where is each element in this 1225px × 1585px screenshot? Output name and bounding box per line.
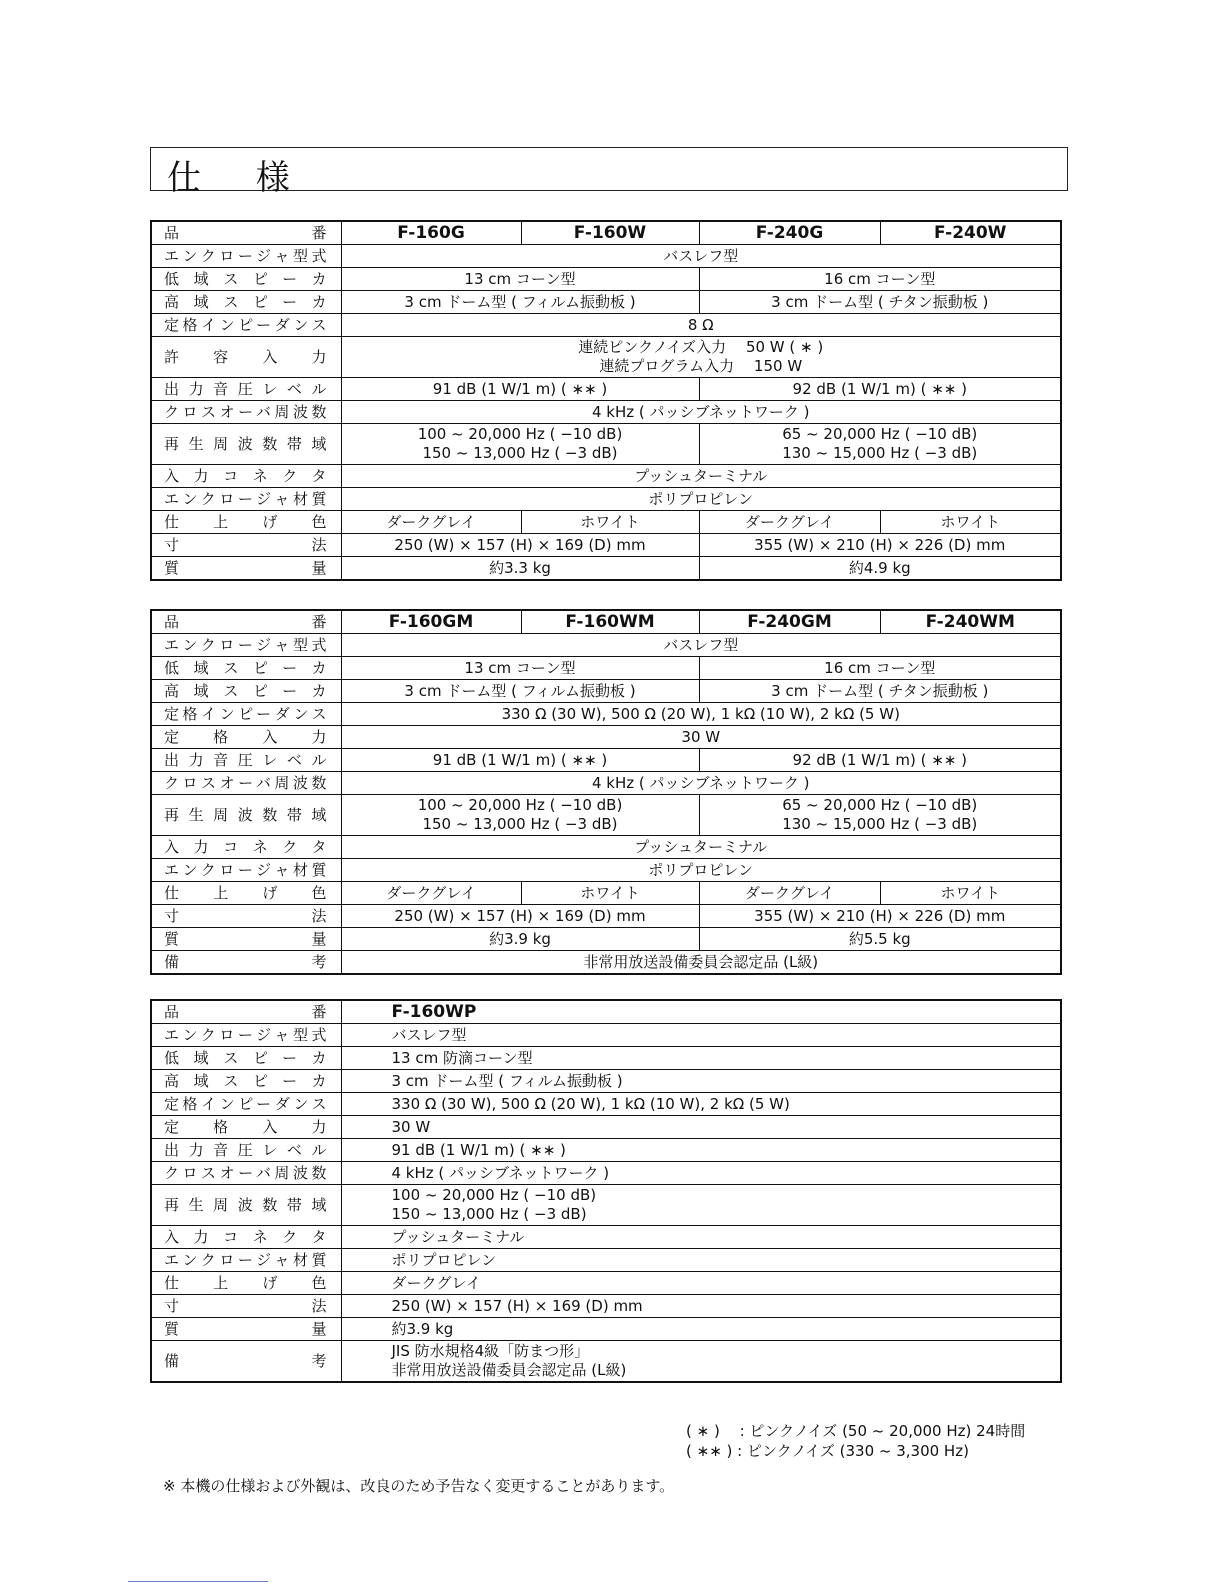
table-row [151, 1272, 1061, 1295]
cell-value: ダークグレイ [699, 882, 880, 905]
cell-line: 65 ~ 20,000 Hz ( −10 dB) [782, 425, 978, 443]
cell-value: 約3.9 kg [341, 1318, 1061, 1341]
cell-value: 250 (W) × 157 (H) × 169 (D) mm [341, 1295, 1061, 1318]
cell-line: 非常用放送設備委員会認定品 (L級) [391, 1361, 627, 1379]
cell-value: ポリプロピレン [341, 1249, 1061, 1272]
cell-value: ホワイト [880, 882, 1061, 905]
cell-value: 91 dB (1 W/1 m) ( ∗∗ ) [341, 1139, 1061, 1162]
row-label: 質量 [151, 928, 341, 951]
row-label: 再生周波数帯域 [151, 1185, 341, 1226]
model-name: F-240W [880, 221, 1061, 245]
row-label: 寸法 [151, 534, 341, 557]
row-label: エンクロージャ材質 [151, 488, 341, 511]
table-row [151, 928, 1061, 951]
cell-value: 4 kHz ( パッシブネットワーク ) [341, 772, 1061, 795]
table-row [151, 314, 1061, 337]
row-label: 高域スピーカ [151, 680, 341, 703]
footnotes [686, 1421, 1025, 1461]
table-row [151, 703, 1061, 726]
cell-value: バスレフ型 [341, 1024, 1061, 1047]
table-row [151, 836, 1061, 859]
cell-value: 92 dB (1 W/1 m) ( ∗∗ ) [699, 378, 1061, 401]
table-row [151, 634, 1061, 657]
table-row [151, 337, 1061, 378]
table-row [151, 905, 1061, 928]
table-row [151, 657, 1061, 680]
table-row [151, 1024, 1061, 1047]
cell-line: 130 ~ 15,000 Hz ( −3 dB) [782, 815, 978, 833]
cell-value: 約4.9 kg [699, 557, 1061, 581]
row-label: 許容入力 [151, 337, 341, 378]
footer-divider [128, 1581, 268, 1582]
row-label: 高域スピーカ [151, 1070, 341, 1093]
row-label: 再生周波数帯域 [151, 424, 341, 465]
model-name: F-160GM [341, 610, 521, 634]
cell-value: ポリプロピレン [341, 488, 1061, 511]
footnote: ( ∗∗ ) : ピンクノイズ (330 ~ 3,300 Hz) [686, 1442, 969, 1460]
disclaimer-text: ※ 本機の仕様および外観は、改良のため予告なく変更することがあります。 [163, 1477, 675, 1495]
footnote: ( ∗ ) : ピンクノイズ (50 ~ 20,000 Hz) 24時間 [686, 1422, 1026, 1440]
cell-value: ダークグレイ [699, 511, 880, 534]
row-label: 高域スピーカ [151, 291, 341, 314]
cell-value: 250 (W) × 157 (H) × 169 (D) mm [341, 905, 699, 928]
row-label: 出力音圧レベル [151, 378, 341, 401]
cell-value: 3 cm ドーム型 ( チタン振動板 ) [699, 291, 1061, 314]
cell-value: ポリプロピレン [341, 859, 1061, 882]
table-row [151, 1047, 1061, 1070]
row-label: 再生周波数帯域 [151, 795, 341, 836]
row-label: 仕上げ色 [151, 511, 341, 534]
table-row [151, 1341, 1061, 1383]
cell-value: 約3.3 kg [341, 557, 699, 581]
cell-value: 91 dB (1 W/1 m) ( ∗∗ ) [341, 378, 699, 401]
cell-line: 100 ~ 20,000 Hz ( −10 dB) [417, 425, 623, 443]
row-label: 入力コネクタ [151, 1226, 341, 1249]
row-label: クロスオーバ周波数 [151, 1162, 341, 1185]
cell-value [341, 424, 699, 465]
row-label: 定格インピーダンス [151, 703, 341, 726]
table-row [151, 859, 1061, 882]
cell-value: プッシュターミナル [341, 1226, 1061, 1249]
model-name: F-160WP [341, 1000, 1061, 1024]
row-label: 仕上げ色 [151, 1272, 341, 1295]
cell-value: ホワイト [521, 882, 699, 905]
cell-line: 130 ~ 15,000 Hz ( −3 dB) [782, 444, 978, 462]
table-row [151, 772, 1061, 795]
table-row [151, 1295, 1061, 1318]
cell-value: 8 Ω [341, 314, 1061, 337]
cell-line: 連続ピンクノイズ入力 50 W ( ∗ ) [578, 338, 824, 356]
cell-value: 13 cm コーン型 [341, 657, 699, 680]
cell-value: 3 cm ドーム型 ( チタン振動板 ) [699, 680, 1061, 703]
cell-value: 3 cm ドーム型 ( フィルム振動板 ) [341, 1070, 1061, 1093]
model-name: F-160WM [521, 610, 699, 634]
table-row [151, 534, 1061, 557]
cell-line: 150 ~ 13,000 Hz ( −3 dB) [391, 1205, 587, 1223]
row-label: エンクロージャ材質 [151, 859, 341, 882]
row-label: 定格入力 [151, 1116, 341, 1139]
row-label: 仕上げ色 [151, 882, 341, 905]
model-name: F-240G [699, 221, 880, 245]
table-row [151, 557, 1061, 581]
cell-value: ダークグレイ [341, 1272, 1061, 1295]
spec-table-waterproof [150, 999, 1062, 1383]
table-row [151, 1070, 1061, 1093]
cell-value: 3 cm ドーム型 ( フィルム振動板 ) [341, 680, 699, 703]
cell-value: 92 dB (1 W/1 m) ( ∗∗ ) [699, 749, 1061, 772]
cell-value: 非常用放送設備委員会認定品 (L級) [341, 951, 1061, 975]
model-name: F-240WM [880, 610, 1061, 634]
cell-line: 150 ~ 13,000 Hz ( −3 dB) [422, 815, 618, 833]
cell-value: 30 W [341, 1116, 1061, 1139]
cell-line: 65 ~ 20,000 Hz ( −10 dB) [782, 796, 978, 814]
cell-value: バスレフ型 [341, 634, 1061, 657]
table-row [151, 1116, 1061, 1139]
cell-value: ダークグレイ [341, 882, 521, 905]
cell-value: ホワイト [521, 511, 699, 534]
row-label: 品番 [151, 1000, 341, 1024]
row-label: 出力音圧レベル [151, 1139, 341, 1162]
row-label: 備考 [151, 1341, 341, 1383]
table-row [151, 268, 1061, 291]
row-label: 定格インピーダンス [151, 1093, 341, 1116]
cell-value: 4 kHz ( パッシブネットワーク ) [341, 401, 1061, 424]
model-name: F-160W [521, 221, 699, 245]
table-row [151, 1162, 1061, 1185]
table-row [151, 1249, 1061, 1272]
table-row [151, 749, 1061, 772]
row-label: 入力コネクタ [151, 836, 341, 859]
row-label: 質量 [151, 557, 341, 581]
row-label: 低域スピーカ [151, 1047, 341, 1070]
table-row [151, 795, 1061, 836]
cell-value: 約3.9 kg [341, 928, 699, 951]
table-row [151, 401, 1061, 424]
cell-value: 330 Ω (30 W), 500 Ω (20 W), 1 kΩ (10 W), 2 kΩ (5 W) [341, 703, 1061, 726]
row-label: 低域スピーカ [151, 268, 341, 291]
cell-line: JIS 防水規格4級「防まつ形」 [391, 1342, 590, 1360]
table-row [151, 610, 1061, 634]
row-label: 入力コネクタ [151, 465, 341, 488]
cell-value: プッシュターミナル [341, 836, 1061, 859]
cell-value: 330 Ω (30 W), 500 Ω (20 W), 1 kΩ (10 W), 2 kΩ (5 W) [341, 1093, 1061, 1116]
table-row [151, 882, 1061, 905]
row-label: クロスオーバ周波数 [151, 772, 341, 795]
table-row [151, 488, 1061, 511]
cell-value: 355 (W) × 210 (H) × 226 (D) mm [699, 534, 1061, 557]
table-row [151, 1000, 1061, 1024]
cell-value: 約5.5 kg [699, 928, 1061, 951]
cell-value: 13 cm コーン型 [341, 268, 699, 291]
table-row [151, 291, 1061, 314]
cell-value: 13 cm 防滴コーン型 [341, 1047, 1061, 1070]
row-label: エンクロージャ型式 [151, 1024, 341, 1047]
spec-table-matching-transformer [150, 609, 1062, 975]
row-label: 品番 [151, 221, 341, 245]
cell-line: 100 ~ 20,000 Hz ( −10 dB) [417, 796, 623, 814]
cell-value: バスレフ型 [341, 245, 1061, 268]
cell-line: 連続プログラム入力 150 W [599, 357, 803, 375]
cell-line: 100 ~ 20,000 Hz ( −10 dB) [391, 1186, 597, 1204]
cell-value: プッシュターミナル [341, 465, 1061, 488]
cell-line: 150 ~ 13,000 Hz ( −3 dB) [422, 444, 618, 462]
section-title-box [150, 147, 1068, 198]
row-label: 定格入力 [151, 726, 341, 749]
table-row [151, 1318, 1061, 1341]
row-label: エンクロージャ材質 [151, 1249, 341, 1272]
cell-value: 4 kHz ( パッシブネットワーク ) [341, 1162, 1061, 1185]
row-label: 低域スピーカ [151, 657, 341, 680]
model-name: F-160G [341, 221, 521, 245]
cell-value [341, 795, 699, 836]
row-label: 質量 [151, 1318, 341, 1341]
table-row [151, 1226, 1061, 1249]
table-row [151, 465, 1061, 488]
table-row [151, 1185, 1061, 1226]
row-label: 品番 [151, 610, 341, 634]
table-row [151, 951, 1061, 975]
cell-value: 355 (W) × 210 (H) × 226 (D) mm [699, 905, 1061, 928]
cell-value [341, 1185, 1061, 1226]
table-row [151, 680, 1061, 703]
cell-value [341, 337, 1061, 378]
table-row [151, 245, 1061, 268]
row-label: 定格インピーダンス [151, 314, 341, 337]
row-label: クロスオーバ周波数 [151, 401, 341, 424]
row-label: 寸法 [151, 1295, 341, 1318]
table-row [151, 511, 1061, 534]
cell-value: 250 (W) × 157 (H) × 169 (D) mm [341, 534, 699, 557]
spec-table-standard [150, 220, 1062, 581]
model-name: F-240GM [699, 610, 880, 634]
table-row [151, 378, 1061, 401]
row-label: エンクロージャ型式 [151, 245, 341, 268]
table-row [151, 424, 1061, 465]
table-row [151, 1093, 1061, 1116]
section-title: 仕 様 [167, 158, 312, 198]
cell-value: 91 dB (1 W/1 m) ( ∗∗ ) [341, 749, 699, 772]
cell-value: 16 cm コーン型 [699, 657, 1061, 680]
table-row [151, 1139, 1061, 1162]
table-row [151, 221, 1061, 245]
table-row [151, 726, 1061, 749]
cell-value: ホワイト [880, 511, 1061, 534]
cell-value: 30 W [341, 726, 1061, 749]
row-label: エンクロージャ型式 [151, 634, 341, 657]
row-label: 出力音圧レベル [151, 749, 341, 772]
cell-value: 16 cm コーン型 [699, 268, 1061, 291]
row-label: 備考 [151, 951, 341, 975]
cell-value [341, 1341, 1061, 1383]
cell-value [699, 795, 1061, 836]
cell-value: ダークグレイ [341, 511, 521, 534]
cell-value [699, 424, 1061, 465]
row-label: 寸法 [151, 905, 341, 928]
cell-value: 3 cm ドーム型 ( フィルム振動板 ) [341, 291, 699, 314]
